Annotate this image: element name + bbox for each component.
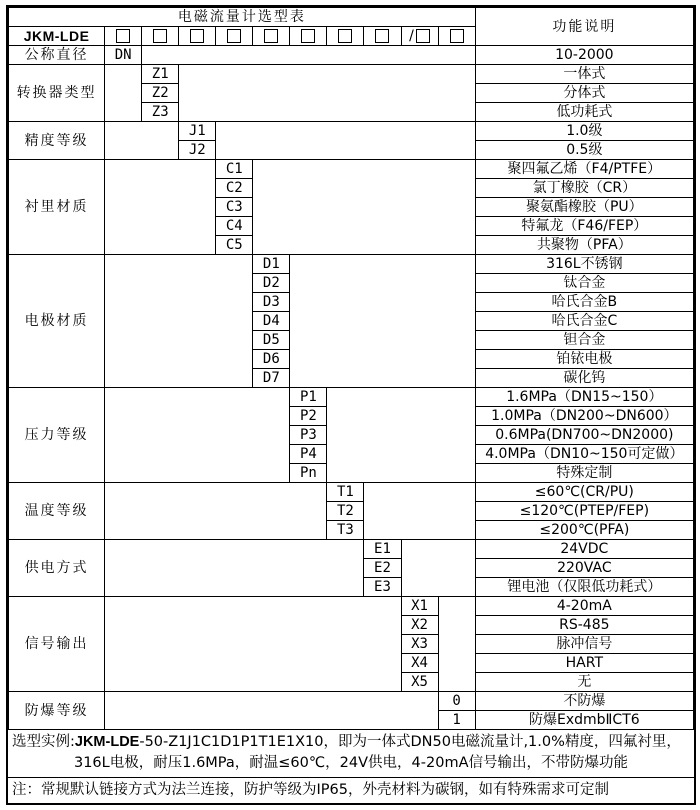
option-description-cell: 1.0级 <box>475 122 693 141</box>
model-digit-cell <box>105 27 142 46</box>
option-code-cell: Z1 <box>142 65 179 84</box>
option-code-cell: P2 <box>290 407 327 426</box>
option-description-cell: 316L不锈钢 <box>475 255 693 274</box>
option-code-cell: C5 <box>216 236 253 255</box>
option-code-cell: X3 <box>401 635 438 654</box>
option-code-cell: Pn <box>290 464 327 483</box>
option-code-cell: 0 <box>438 692 475 711</box>
option-code-cell: J2 <box>179 141 216 160</box>
option-description-cell: 24VDC <box>475 540 693 559</box>
section-row <box>9 597 694 616</box>
option-code-cell: E2 <box>364 559 401 578</box>
option-description-cell: 共聚物（PFA） <box>475 236 693 255</box>
section-row <box>9 122 694 141</box>
model-digit-cell <box>438 27 475 46</box>
option-code-cell: X1 <box>401 597 438 616</box>
option-description-cell: 防爆ExdmbⅡCT6 <box>475 711 693 730</box>
option-description-cell: 无 <box>475 673 693 692</box>
section-row <box>9 46 694 65</box>
option-description-cell: ≤120℃(PTEP/FEP) <box>475 502 693 521</box>
checkbox-icon[interactable] <box>375 29 389 43</box>
section-row <box>9 388 694 407</box>
empty-cell <box>401 540 475 597</box>
section-label: 防爆等级 <box>9 692 105 730</box>
option-description-cell: 特氟龙（F46/FEP） <box>475 217 693 236</box>
option-code-cell: X4 <box>401 654 438 673</box>
section-label: 压力等级 <box>9 388 105 483</box>
checkbox-icon[interactable] <box>153 29 167 43</box>
checkbox-icon[interactable] <box>338 29 352 43</box>
selection-table <box>8 7 694 730</box>
option-code-cell: D2 <box>253 274 290 293</box>
model-digit-cell <box>290 27 327 46</box>
section-row <box>9 692 694 711</box>
note-text: 注：常规默认链接方式为法兰连接，防护等级为IP65，外壳材料为碳钢，如有特殊需求可定制 <box>12 782 609 798</box>
section-row <box>9 65 694 84</box>
option-description-cell: 0.5级 <box>475 141 693 160</box>
model-code-label: JKM-LDE <box>9 27 105 46</box>
section-row <box>9 160 694 179</box>
option-code-cell: D1 <box>253 255 290 274</box>
option-code-cell: J1 <box>179 122 216 141</box>
section-label: 转换器类型 <box>9 65 105 122</box>
function-description-header: 功能说明 <box>475 8 693 46</box>
option-code-cell: P1 <box>290 388 327 407</box>
option-description-cell: 聚氨酯橡胶（PU） <box>475 198 693 217</box>
option-code-cell: X2 <box>401 616 438 635</box>
model-digit-cell <box>327 27 364 46</box>
model-digit-cell <box>364 27 401 46</box>
empty-cell <box>253 160 475 255</box>
option-description-cell: 铂铱电极 <box>475 350 693 369</box>
option-description-cell: ≤200℃(PFA) <box>475 521 693 540</box>
option-code-cell: 1 <box>438 711 475 730</box>
option-description-cell: 氯丁橡胶（CR） <box>475 179 693 198</box>
empty-cell <box>179 65 475 122</box>
option-description-cell: 锂电池（仅限低功耗式） <box>475 578 693 597</box>
section-label: 温度等级 <box>9 483 105 540</box>
empty-cell <box>105 160 216 255</box>
option-code-cell: C2 <box>216 179 253 198</box>
empty-cell <box>105 483 327 540</box>
option-code-cell: D5 <box>253 331 290 350</box>
checkbox-icon[interactable] <box>190 29 204 43</box>
empty-cell <box>105 388 290 483</box>
checkbox-icon[interactable] <box>116 29 130 43</box>
empty-cell <box>105 65 142 122</box>
option-description-cell: 低功耗式 <box>475 103 693 122</box>
option-description-cell: 聚四氟乙烯（F4/PTFE） <box>475 160 693 179</box>
empty-cell <box>105 597 401 692</box>
option-code-cell: E3 <box>364 578 401 597</box>
option-description-cell: 220VAC <box>475 559 693 578</box>
option-code-cell: Z2 <box>142 84 179 103</box>
option-description-cell: 哈氏合金C <box>475 312 693 331</box>
title-row <box>9 8 694 27</box>
checkbox-icon[interactable] <box>227 29 241 43</box>
empty-cell <box>105 255 253 388</box>
option-code-cell: T3 <box>327 521 364 540</box>
section-label: 公称直径 <box>9 46 105 65</box>
option-description-cell: 脉冲信号 <box>475 635 693 654</box>
option-code-cell: C4 <box>216 217 253 236</box>
section-label: 精度等级 <box>9 122 105 160</box>
option-description-cell: 哈氏合金B <box>475 293 693 312</box>
option-description-cell: 碳化钨 <box>475 369 693 388</box>
option-description-cell: ≤60℃(CR/PU) <box>475 483 693 502</box>
empty-cell <box>142 46 476 65</box>
selection-table-body <box>9 8 694 730</box>
option-code-cell: C3 <box>216 198 253 217</box>
option-code-cell: P3 <box>290 426 327 445</box>
example-line1-text: -50-Z1J1C1D1P1T1E1X10，即为一体式DN50电磁流量计,1.0%精度，四氟衬里， <box>139 734 681 750</box>
table-title: 电磁流量计选型表 <box>9 8 476 27</box>
option-description-cell: 钛合金 <box>475 274 693 293</box>
option-code-cell: X5 <box>401 673 438 692</box>
section-label: 电极材质 <box>9 255 105 388</box>
option-description-cell: RS-485 <box>475 616 693 635</box>
option-code-cell: Z3 <box>142 103 179 122</box>
option-code-cell: D3 <box>253 293 290 312</box>
option-code-cell: DN <box>105 46 142 65</box>
empty-cell <box>105 122 179 160</box>
checkbox-icon[interactable] <box>301 29 315 43</box>
empty-cell <box>438 597 475 692</box>
option-description-cell: HART <box>475 654 693 673</box>
example-model-code: JKM-LDE <box>74 734 140 750</box>
model-digit-cell <box>179 27 216 46</box>
section-row <box>9 540 694 559</box>
option-description-cell: 不防爆 <box>475 692 693 711</box>
checkbox-icon[interactable] <box>450 29 464 43</box>
option-description-cell: 特殊定制 <box>475 464 693 483</box>
section-label: 信号输出 <box>9 597 105 692</box>
section-row <box>9 255 694 274</box>
example-label: 选型实例: <box>12 734 75 750</box>
option-code-cell: D6 <box>253 350 290 369</box>
example-line2-text: 316L电极，耐压1.6MPa，耐温≤60℃，24V供电，4-20mA信号输出，不带防爆功能 <box>73 755 628 771</box>
option-code-cell: E1 <box>364 540 401 559</box>
checkbox-icon[interactable] <box>264 29 278 43</box>
model-digit-cell <box>401 27 438 46</box>
model-digit-cell <box>142 27 179 46</box>
selection-example <box>8 730 694 778</box>
empty-cell <box>105 692 438 730</box>
option-description-cell: 分体式 <box>475 84 693 103</box>
empty-cell <box>216 122 475 160</box>
section-label: 供电方式 <box>9 540 105 597</box>
model-digit-cell <box>216 27 253 46</box>
option-description-cell: 10-2000 <box>475 46 693 65</box>
option-description-cell: 0.6MPa(DN700~DN2000) <box>475 426 693 445</box>
option-description-cell: 4-20mA <box>475 597 693 616</box>
selection-table-frame <box>6 5 696 805</box>
section-label: 衬里材质 <box>9 160 105 255</box>
model-digit-cell <box>253 27 290 46</box>
empty-cell <box>290 255 475 388</box>
option-code-cell: C1 <box>216 160 253 179</box>
empty-cell <box>105 540 364 597</box>
option-code-cell: T1 <box>327 483 364 502</box>
checkbox-icon[interactable] <box>416 29 430 43</box>
option-description-cell: 4.0MPa（DN10~150可定做） <box>475 445 693 464</box>
option-code-cell: P4 <box>290 445 327 464</box>
option-code-cell: D7 <box>253 369 290 388</box>
section-row <box>9 483 694 502</box>
option-description-cell: 钽合金 <box>475 331 693 350</box>
empty-cell <box>364 483 475 540</box>
option-description-cell: 一体式 <box>475 65 693 84</box>
slash-separator: / <box>409 28 414 44</box>
option-code-cell: D4 <box>253 312 290 331</box>
option-description-cell: 1.0MPa（DN200~DN600） <box>475 407 693 426</box>
option-code-cell: T2 <box>327 502 364 521</box>
option-description-cell: 1.6MPa（DN15~150） <box>475 388 693 407</box>
empty-cell <box>327 388 475 483</box>
